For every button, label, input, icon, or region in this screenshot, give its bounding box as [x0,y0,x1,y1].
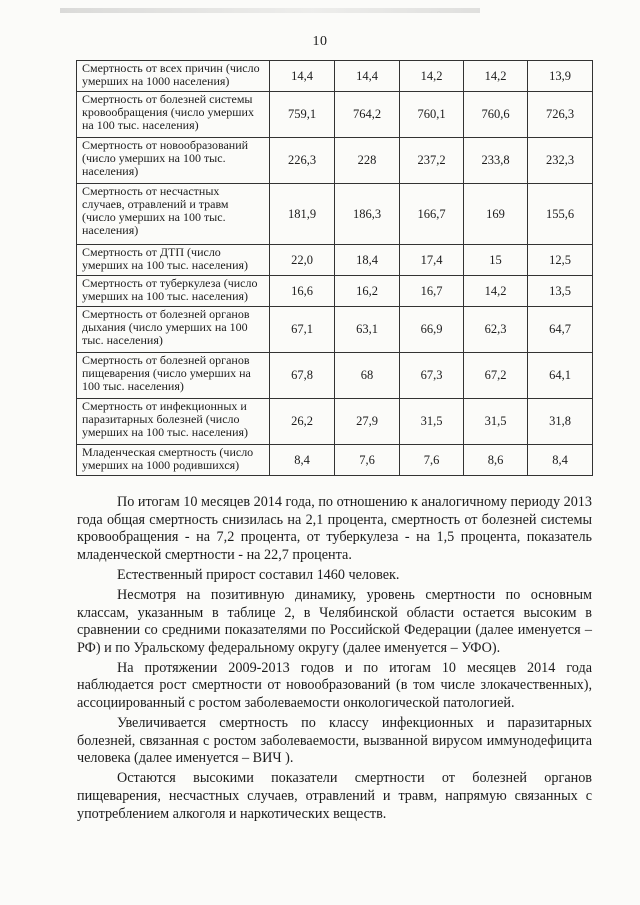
table-row [77,245,593,276]
row-label: Смертность от болезней органов пищеварения (число умерших на 100 тыс. населения) [77,353,270,399]
table-cell: 12,5 [528,245,593,276]
table-row [77,138,593,184]
table-cell: 67,8 [270,353,335,399]
paragraph: Несмотря на позитивную динамику, уровень смертности по основным классам, указанным в таблице 2, в Челябинской области остается высоким в сравнении со средними показателями по Российской Федерации (далее именуется – РФ) и по Уральскому федеральному округу (далее именуется – УФО). [77,586,592,656]
paragraph: Остаются высокими показатели смертности от болезней органов пищеварения, несчастных случаев, отравлений и травм, напрямую связанных с употреблением алкоголя и наркотических веществ. [77,770,592,822]
table-cell: 169 [464,184,528,245]
table-cell: 186,3 [335,184,400,245]
table-cell: 63,1 [335,307,400,353]
table-cell: 67,3 [400,353,464,399]
table-cell: 7,6 [335,445,400,476]
row-label: Смертность от всех причин (число умерших на 1000 населения) [77,61,270,92]
table-cell: 14,4 [270,61,335,92]
table-cell: 181,9 [270,184,335,245]
paragraph: По итогам 10 месяцев 2014 года, по отношению к аналогичному периоду 2013 года общая смертность снизилась на 2,1 процента, смертность от болезней системы кровообращения - на 7,2 процента, от туберкулеза - на 1,5 процента, показатель младенческой смертности - на 22,7 процента. [77,494,592,563]
table-row [77,445,593,476]
table-cell: 760,6 [464,92,528,138]
table-cell: 62,3 [464,307,528,353]
table-cell: 13,9 [528,61,593,92]
table-cell: 67,1 [270,307,335,353]
table-cell: 18,4 [335,245,400,276]
table-cell: 8,4 [528,445,593,476]
row-label: Смертность от туберкулеза (число умерших на 100 тыс. населения) [77,276,270,307]
table-cell: 233,8 [464,138,528,184]
table-cell: 759,1 [270,92,335,138]
row-label: Смертность от ДТП (число умерших на 100 тыс. населения) [77,245,270,276]
paragraph: На протяжении 2009-2013 годов и по итогам 10 месяцев 2014 года наблюдается рост смертности от новообразований (в том числе злокачественных), ассоциированный с ростом заболеваемости онкологической патологией. [77,659,592,712]
table-row [77,276,593,307]
table-cell: 67,2 [464,353,528,399]
table-cell: 16,7 [400,276,464,307]
table-cell: 14,2 [464,61,528,92]
table-cell: 31,5 [464,399,528,445]
row-label: Смертность от инфекционных и паразитарных болезней (число умерших на 100 тыс. населения) [77,399,270,445]
table-row [77,92,593,138]
table-row [77,399,593,445]
scan-header-artifact [60,8,480,13]
paragraph: Увеличивается смертность по классу инфекционных и паразитарных болезней, связанная с ростом заболеваемости, вызванной вирусом иммунодефицита человека (далее именуется – ВИЧ ). [77,715,592,767]
mortality-table [76,60,593,476]
table-row [77,307,593,353]
row-label: Смертность от несчастных случаев, отравлений и травм (число умерших на 100 тыс. населения) [77,184,270,245]
page-number: 10 [312,34,328,49]
table-cell: 26,2 [270,399,335,445]
table-row [77,184,593,245]
table-cell: 22,0 [270,245,335,276]
table-cell: 726,3 [528,92,593,138]
table-cell: 64,7 [528,307,593,353]
table-cell: 8,6 [464,445,528,476]
table-cell: 7,6 [400,445,464,476]
table-cell: 155,6 [528,184,593,245]
table-cell: 16,6 [270,276,335,307]
table-cell: 14,4 [335,61,400,92]
table-cell: 764,2 [335,92,400,138]
table-cell: 17,4 [400,245,464,276]
row-label: Смертность от болезней системы кровообращения (число умерших на 100 тыс. населения) [77,92,270,138]
table-cell: 14,2 [464,276,528,307]
table-cell: 14,2 [400,61,464,92]
row-label: Младенческая смертность (число умерших на 1000 родившихся) [77,445,270,476]
table-row [77,353,593,399]
table-cell: 27,9 [335,399,400,445]
table-cell: 228 [335,138,400,184]
table-cell: 166,7 [400,184,464,245]
table-cell: 232,3 [528,138,593,184]
row-label: Смертность от новообразований (число умерших на 100 тыс. населения) [77,138,270,184]
table-cell: 8,4 [270,445,335,476]
table-cell: 760,1 [400,92,464,138]
table-row [77,61,593,92]
table-cell: 15 [464,245,528,276]
table-cell: 31,8 [528,399,593,445]
table-cell: 31,5 [400,399,464,445]
body-text [77,494,592,823]
table-cell: 66,9 [400,307,464,353]
table-cell: 68 [335,353,400,399]
paragraph: Естественный прирост составил 1460 человек. [117,566,400,583]
table-cell: 16,2 [335,276,400,307]
row-label: Смертность от болезней органов дыхания (число умерших на 100 тыс. населения) [77,307,270,353]
table-cell: 13,5 [528,276,593,307]
table-cell: 226,3 [270,138,335,184]
table-cell: 64,1 [528,353,593,399]
table-cell: 237,2 [400,138,464,184]
